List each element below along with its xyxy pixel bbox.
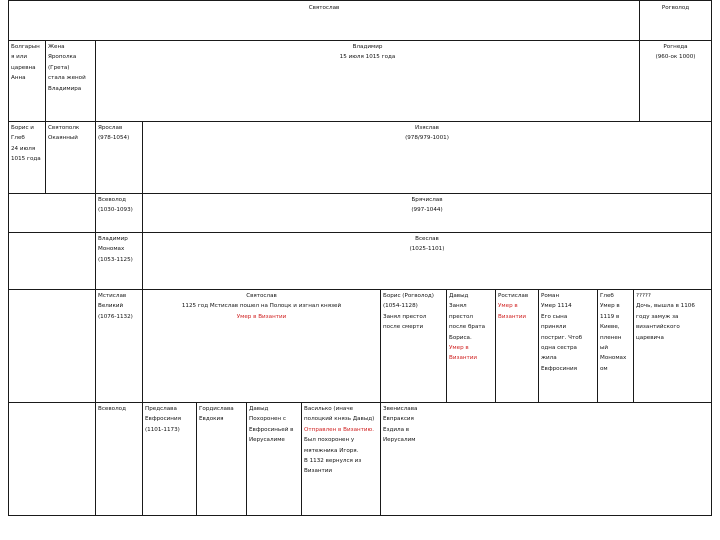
- line: Его сына: [541, 313, 568, 320]
- line: Всеволод: [98, 197, 126, 203]
- line: Евдокия: [199, 416, 224, 423]
- line: жила: [541, 355, 557, 362]
- line: Владимир: [98, 236, 128, 242]
- line: одна сестра: [541, 345, 577, 352]
- line: Умер 1114: [541, 303, 572, 310]
- line: Звенислава: [383, 406, 418, 412]
- line: (1030-1093): [98, 207, 133, 214]
- line: Борис (Рогволод): [383, 293, 434, 299]
- cell-sviatoslav-polotsk: [142, 289, 381, 403]
- line: Евфросиния: [541, 365, 577, 372]
- header-sviatoslav: [8, 0, 640, 41]
- cell-mstislav: [95, 289, 143, 403]
- line: Изяслав: [415, 125, 439, 131]
- line-red: Умер в: [449, 345, 469, 352]
- cell-sviatopolk: [45, 121, 96, 194]
- cell-row4-left: [8, 232, 96, 290]
- line: Ярополка: [48, 54, 77, 61]
- line: Иерусалим: [383, 437, 416, 444]
- line: 1119 в: [600, 313, 620, 320]
- line: ом: [600, 365, 608, 372]
- line: Мономах: [600, 355, 627, 362]
- header-rogvolod: [639, 0, 712, 41]
- line: Брячислав: [411, 197, 443, 203]
- cell-yaroslav: [95, 121, 143, 194]
- line-red: Умер в Византии: [236, 313, 287, 320]
- cell-vasilko: [301, 402, 381, 516]
- line: (1054-1128): [383, 303, 418, 310]
- line: (1053-1125): [98, 256, 133, 263]
- line: Дочь, вышла в 1106: [636, 303, 695, 310]
- line-red: Отправлен в Византию.: [304, 426, 375, 433]
- cell-vsevolod-2: [95, 402, 143, 516]
- line: Святополк: [48, 125, 80, 131]
- line: Похоронен с: [249, 416, 286, 423]
- line: Византии: [304, 468, 333, 475]
- line: Окаянный: [48, 135, 78, 142]
- cell-rostislav: [495, 289, 539, 403]
- line: (978/979-1001): [405, 135, 449, 142]
- line: Ярослав: [98, 125, 123, 131]
- cell-gordislava: [196, 402, 247, 516]
- line: я или: [11, 54, 27, 61]
- line: мятежника Игоря.: [304, 447, 359, 454]
- line: Умер в: [600, 303, 620, 310]
- line: (1025-1101): [409, 246, 445, 253]
- line: Мстислав: [98, 293, 127, 299]
- line: царевича: [636, 334, 664, 341]
- cell-zvenislava: [380, 402, 712, 516]
- line: 1015 года: [11, 156, 41, 163]
- line: Всеслав: [415, 236, 439, 242]
- line: Мономах: [98, 246, 125, 253]
- line: пленен: [600, 334, 622, 341]
- line: (997-1044): [411, 207, 443, 214]
- line: 1125 год Мстислав пошел на Полоцк и изгнал князей: [181, 303, 342, 310]
- cell-text: Святослав: [308, 5, 340, 11]
- line: Евфросиньей в: [249, 426, 294, 433]
- line: после брата: [449, 324, 486, 331]
- line: Святослав: [246, 293, 277, 299]
- cell-vladimir: [95, 40, 640, 122]
- cell-row3-left: [8, 193, 96, 233]
- line: (1101-1173): [145, 426, 180, 433]
- cell-row6-left: [8, 402, 96, 516]
- line: царевна: [11, 64, 36, 71]
- line-red: Византии: [449, 355, 478, 362]
- line: Владимира: [48, 85, 82, 92]
- line: 15 июля 1015 года: [339, 54, 396, 61]
- line: Был похоронен у: [304, 437, 355, 444]
- line: (978-1054): [98, 135, 130, 142]
- cell-text: Рогволод: [661, 5, 690, 11]
- cell-david-2: [246, 402, 302, 516]
- cell-briachislav: [142, 193, 712, 233]
- cell-yaropolk-wife: [45, 40, 96, 122]
- line: (1076-1132): [98, 313, 133, 320]
- line: постриг. Чтоб: [541, 334, 583, 341]
- cell-roman: [538, 289, 598, 403]
- line: 24 июля: [11, 145, 36, 152]
- line-red: Умер в: [498, 303, 518, 310]
- cell-gleb: [597, 289, 634, 403]
- cell-vseslav: [142, 232, 712, 290]
- line: Бориса.: [449, 334, 472, 341]
- cell-predslava: [142, 402, 197, 516]
- line: Иерусалиме: [249, 437, 285, 444]
- cell-david: [446, 289, 496, 403]
- line: Рогнеда: [663, 44, 688, 50]
- line: Предслава: [145, 406, 177, 412]
- cell-boris-gleb: [8, 121, 46, 194]
- line: ый: [600, 345, 609, 352]
- cell-row5-left: [8, 289, 96, 403]
- line: Ездила в: [383, 426, 410, 433]
- line: Киеве,: [600, 324, 620, 331]
- cell-izyaslav: [142, 121, 712, 194]
- line: Роман: [541, 293, 560, 299]
- line: стала женой: [48, 75, 86, 82]
- line: Анна: [11, 75, 26, 82]
- line: Борис и: [11, 125, 34, 131]
- line: приняли: [541, 324, 567, 331]
- line: Болгарын: [11, 44, 40, 50]
- cell-monomakh: [95, 232, 143, 290]
- cell-boris-rogvolod: [380, 289, 447, 403]
- line: (960-ок 1000): [655, 54, 696, 61]
- line: Всеволод: [98, 406, 126, 412]
- line: (Грета): [48, 64, 70, 71]
- line: византийского: [636, 324, 680, 331]
- line: после смерти: [383, 324, 424, 331]
- line: престол: [449, 313, 473, 320]
- line: Великий: [98, 303, 124, 310]
- line: Владимир: [352, 44, 383, 50]
- line: Жена: [48, 44, 65, 50]
- line: ?????: [636, 293, 651, 299]
- line: году замуж за: [636, 313, 679, 320]
- line: Евпраксия: [383, 416, 414, 423]
- line: Занял: [449, 303, 467, 310]
- line: Евфросиния: [145, 416, 181, 423]
- line: Глеб: [600, 293, 614, 299]
- cell-anna: [8, 40, 46, 122]
- cell-unknown-daughter: [633, 289, 712, 403]
- cell-rogneda: [639, 40, 712, 122]
- line: Гордислава: [199, 406, 234, 412]
- line: Давыд: [449, 293, 469, 299]
- line: Василько (иначе: [304, 406, 354, 412]
- line: Ростислав: [498, 293, 529, 299]
- cell-vsevolod: [95, 193, 143, 233]
- line-red: Византии: [498, 313, 527, 320]
- line: Давыд: [249, 406, 269, 412]
- line: полоцкий князь Давыд): [304, 416, 375, 423]
- line: В 1132 вернулся из: [304, 458, 362, 465]
- line: Занял престол: [383, 313, 427, 320]
- line: Глеб: [11, 135, 25, 142]
